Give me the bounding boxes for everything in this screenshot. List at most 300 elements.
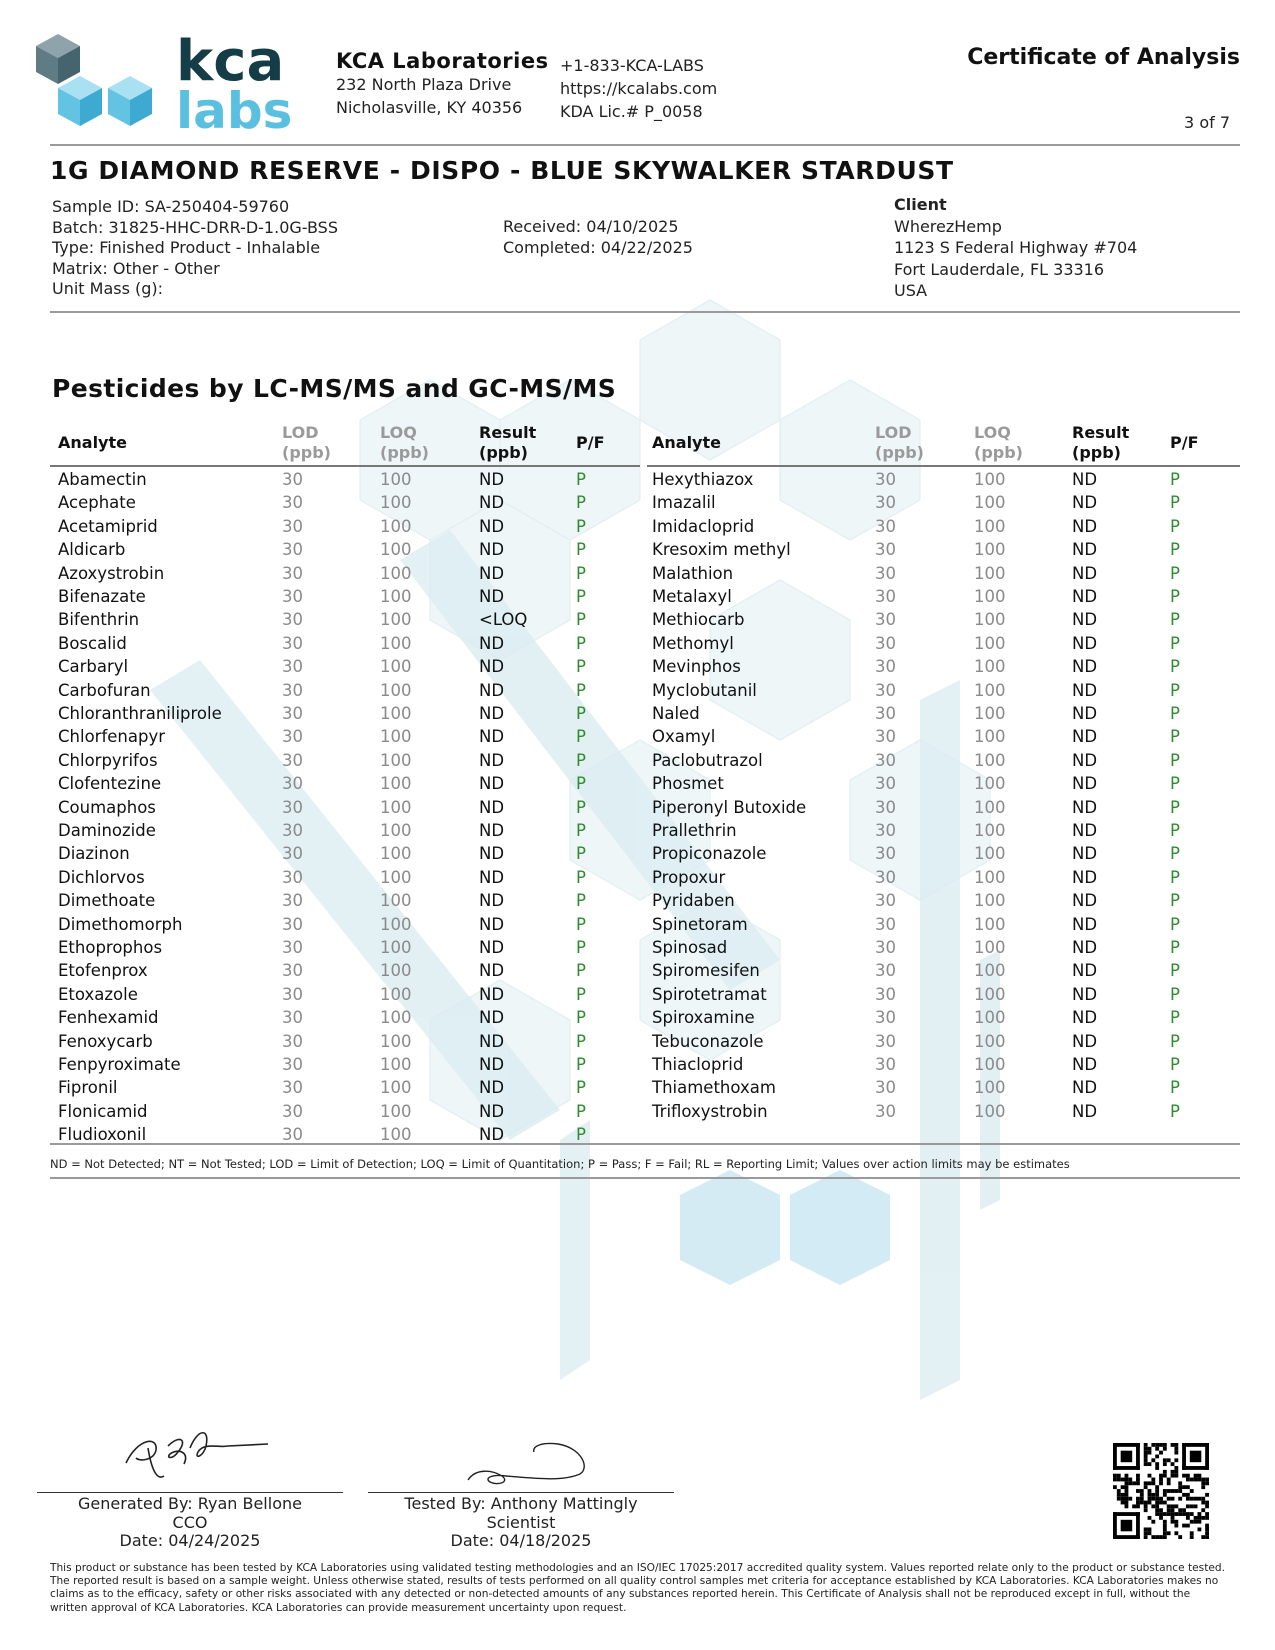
lod-cell: 30: [282, 750, 303, 770]
result-cell: ND: [1072, 1078, 1098, 1098]
result-cell: ND: [1072, 470, 1098, 489]
result-cell: ND: [479, 984, 505, 1004]
analyte-cell: Dimethoate: [58, 891, 156, 911]
lod-cell: 30: [282, 657, 303, 677]
header-pf: P/F: [1170, 433, 1199, 452]
result-cell: ND: [479, 563, 505, 583]
pass-fail-cell: P: [1170, 1101, 1180, 1121]
result-cell: ND: [1072, 867, 1098, 887]
result-cell: ND: [1072, 938, 1098, 957]
pass-fail-cell: P: [1170, 797, 1180, 817]
header-loq: [974, 423, 1023, 463]
result-cell: ND: [1072, 750, 1098, 770]
lod-cell: 30: [875, 1031, 896, 1051]
loq-cell: 100: [974, 938, 1006, 957]
lod-cell: 30: [282, 563, 303, 583]
lod-cell: 30: [282, 587, 303, 606]
loq-cell: 100: [380, 1125, 412, 1145]
pass-fail-cell: P: [576, 961, 586, 981]
result-cell: ND: [479, 680, 505, 700]
pass-fail-cell: P: [576, 1125, 586, 1145]
pass-fail-cell: P: [1170, 470, 1180, 489]
lod-cell: 30: [875, 1008, 896, 1028]
pass-fail-cell: P: [576, 821, 586, 840]
result-cell: <LOQ: [479, 610, 528, 630]
result-cell: ND: [479, 891, 505, 911]
loq-cell: 100: [974, 984, 1006, 1004]
table-row: [0, 1030, 1275, 1053]
loq-cell: 100: [974, 610, 1006, 630]
table-row: [0, 983, 1275, 1006]
table-row: [0, 468, 1275, 491]
lod-cell: 30: [282, 516, 303, 536]
header-result: [1072, 423, 1129, 463]
pass-fail-cell: P: [1170, 774, 1180, 794]
lab-contact-block: [560, 54, 717, 123]
result-cell: ND: [479, 516, 505, 536]
loq-cell: 100: [974, 821, 1006, 840]
lod-cell: 30: [875, 727, 896, 747]
result-cell: ND: [479, 774, 505, 794]
analyte-cell: Fludioxonil: [58, 1125, 147, 1145]
loq-cell: 100: [974, 914, 1006, 934]
table-row: [0, 491, 1275, 514]
table-row: [0, 889, 1275, 912]
lod-cell: 30: [282, 914, 303, 934]
pass-fail-cell: P: [1170, 704, 1180, 723]
result-cell: ND: [479, 704, 505, 723]
signature-line-generated: [37, 1492, 343, 1493]
tested-by-role: Scientist: [486, 1512, 556, 1532]
result-cell: ND: [479, 844, 505, 864]
lod-cell: 30: [282, 1008, 303, 1028]
lod-cell: 30: [282, 470, 303, 489]
loq-cell: 100: [380, 1031, 412, 1051]
pass-fail-cell: P: [1170, 1078, 1180, 1098]
analyte-cell: Propoxur: [652, 867, 726, 887]
analyte-cell: Chloranthraniliprole: [58, 704, 222, 723]
table-bottom-rule: [50, 1143, 1240, 1145]
lod-cell: 30: [875, 867, 896, 887]
loq-cell: 100: [380, 470, 412, 489]
analyte-cell: Fenoxycarb: [58, 1031, 153, 1051]
table-row: [0, 515, 1275, 538]
table-row: [0, 655, 1275, 678]
lod-cell: 30: [875, 563, 896, 583]
analyte-cell: Dimethomorph: [58, 914, 183, 934]
lod-cell: 30: [875, 844, 896, 864]
unit-mass: Unit Mass (g):: [52, 279, 164, 298]
header-analyte: Analyte: [58, 433, 127, 452]
analyte-cell: Fenpyroximate: [58, 1055, 181, 1074]
analyte-cell: Boscalid: [58, 633, 127, 653]
loq-cell: 100: [380, 493, 412, 513]
table-row: [0, 936, 1275, 959]
pass-fail-cell: P: [576, 610, 586, 630]
result-cell: ND: [479, 1101, 505, 1121]
document-title: Certificate of Analysis: [967, 45, 1240, 70]
analyte-cell: Spirotetramat: [652, 984, 767, 1004]
lod-cell: 30: [282, 680, 303, 700]
lod-cell: 30: [282, 1078, 303, 1098]
analyte-cell: Clofentezine: [58, 774, 162, 794]
generated-by-role: CCO: [172, 1512, 208, 1532]
result-cell: ND: [1072, 610, 1098, 630]
result-cell: ND: [1072, 704, 1098, 723]
pass-fail-cell: P: [576, 914, 586, 934]
loq-cell: 100: [380, 633, 412, 653]
result-cell: ND: [1072, 516, 1098, 536]
lod-cell: 30: [282, 493, 303, 513]
result-cell: ND: [1072, 821, 1098, 840]
lod-cell: 30: [282, 891, 303, 911]
analyte-cell: Dichlorvos: [58, 867, 145, 887]
client-address-line1: 1123 S Federal Highway #704: [894, 238, 1138, 257]
loq-cell: 100: [380, 727, 412, 747]
loq-cell: 100: [974, 1078, 1006, 1098]
pass-fail-cell: P: [576, 470, 586, 489]
lod-cell: 30: [282, 727, 303, 747]
header-pf: P/F: [576, 433, 605, 452]
pass-fail-cell: P: [576, 704, 586, 723]
lod-cell: 30: [282, 867, 303, 887]
loq-cell: 100: [974, 750, 1006, 770]
cube-icon: [36, 34, 80, 84]
lab-address-line2: Nicholasville, KY 40356: [336, 98, 523, 117]
lod-cell: 30: [282, 1055, 303, 1074]
header-lod: [282, 423, 331, 463]
lab-name: KCA Laboratories: [336, 49, 549, 73]
pass-fail-cell: P: [576, 516, 586, 536]
tested-by-name: Tested By: Anthony Mattingly: [404, 1494, 638, 1513]
client-name: WherezHemp: [894, 216, 1002, 236]
loq-cell: 100: [974, 891, 1006, 911]
pass-fail-cell: P: [1170, 1055, 1180, 1074]
pass-fail-cell: P: [576, 587, 586, 606]
header-loq: [380, 423, 429, 463]
result-cell: ND: [479, 938, 505, 957]
analyte-cell: Bifenazate: [58, 587, 146, 606]
result-cell: ND: [1072, 797, 1098, 817]
loq-cell: 100: [380, 774, 412, 794]
table-row: [0, 679, 1275, 702]
result-cell: ND: [479, 657, 505, 677]
header-lod-label: LOD: [282, 423, 319, 442]
cube-icon: [108, 76, 152, 126]
lod-cell: 30: [282, 938, 303, 957]
result-cell: ND: [479, 493, 505, 513]
pass-fail-cell: P: [576, 1031, 586, 1051]
loq-cell: 100: [974, 1055, 1006, 1074]
loq-cell: 100: [974, 657, 1006, 677]
analyte-cell: Tebuconazole: [652, 1031, 764, 1051]
result-cell: ND: [1072, 493, 1098, 513]
table-row: [0, 1053, 1275, 1076]
lab-license: KDA Lic.# P_0058: [560, 102, 703, 121]
cube-icon: [58, 76, 102, 126]
signature-anthony-mattingly: [462, 1438, 592, 1494]
loq-cell: 100: [974, 470, 1006, 489]
loq-cell: 100: [380, 1055, 412, 1074]
pass-fail-cell: P: [1170, 680, 1180, 700]
lod-cell: 30: [282, 704, 303, 723]
table-row: [0, 585, 1275, 608]
received-date: Received: 04/10/2025: [503, 217, 679, 236]
lod-cell: 30: [875, 797, 896, 817]
table-row: [0, 959, 1275, 982]
analyte-cell: Fenhexamid: [58, 1008, 159, 1028]
table-row: [0, 842, 1275, 865]
analyte-cell: Spiromesifen: [652, 961, 760, 981]
loq-cell: 100: [380, 821, 412, 840]
pass-fail-cell: P: [1170, 657, 1180, 677]
table-row: [0, 1006, 1275, 1029]
lod-cell: 30: [282, 633, 303, 653]
lod-cell: 30: [875, 984, 896, 1004]
result-cell: ND: [479, 914, 505, 934]
result-cell: ND: [479, 867, 505, 887]
table-row: [0, 632, 1275, 655]
lod-cell: 30: [875, 891, 896, 911]
loq-cell: 100: [974, 1101, 1006, 1121]
lod-cell: 30: [875, 774, 896, 794]
lod-cell: 30: [282, 540, 303, 560]
result-cell: ND: [1072, 774, 1098, 794]
result-cell: ND: [1072, 657, 1098, 677]
analyte-cell: Etofenprox: [58, 961, 148, 981]
analyte-cell: Acetamiprid: [58, 516, 158, 536]
pass-fail-cell: P: [576, 867, 586, 887]
pass-fail-cell: P: [1170, 914, 1180, 934]
product-matrix: Matrix: Other - Other: [52, 258, 220, 278]
result-cell: ND: [479, 587, 505, 606]
lod-cell: 30: [282, 984, 303, 1004]
loq-cell: 100: [380, 516, 412, 536]
pass-fail-cell: P: [1170, 1008, 1180, 1028]
pass-fail-cell: P: [1170, 633, 1180, 653]
loq-cell: 100: [380, 587, 412, 606]
result-cell: ND: [479, 797, 505, 817]
analyte-cell: Flonicamid: [58, 1101, 148, 1121]
analyte-cell: Kresoxim methyl: [652, 540, 791, 560]
product-title: 1G DIAMOND RESERVE - DISPO - BLUE SKYWALKER STARDUST: [50, 156, 954, 185]
analyte-cell: Myclobutanil: [652, 680, 757, 700]
result-cell: ND: [479, 727, 505, 747]
info-divider: [50, 311, 1240, 313]
pass-fail-cell: P: [576, 774, 586, 794]
analyte-cell: Spinosad: [652, 938, 728, 957]
pass-fail-cell: P: [576, 750, 586, 770]
lod-cell: 30: [875, 1055, 896, 1074]
analyte-cell: Chlorpyrifos: [58, 750, 158, 770]
pass-fail-cell: P: [576, 1008, 586, 1028]
header-loq-unit: (ppb): [974, 443, 1023, 462]
table-row: [0, 725, 1275, 748]
lod-cell: 30: [875, 610, 896, 630]
lod-cell: 30: [875, 680, 896, 700]
lod-cell: 30: [875, 470, 896, 489]
lod-cell: 30: [875, 516, 896, 536]
pass-fail-cell: P: [576, 657, 586, 677]
result-cell: ND: [479, 750, 505, 770]
table-row: [0, 913, 1275, 936]
loq-cell: 100: [974, 540, 1006, 560]
pass-fail-cell: P: [576, 984, 586, 1004]
generated-by-block: [37, 1495, 343, 1551]
result-cell: ND: [1072, 633, 1098, 653]
client-country: USA: [894, 281, 928, 300]
loq-cell: 100: [974, 727, 1006, 747]
loq-cell: 100: [380, 1008, 412, 1028]
table-row: [0, 772, 1275, 795]
header-result-unit: (ppb): [1072, 443, 1121, 462]
result-cell: ND: [479, 1078, 505, 1098]
pass-fail-cell: P: [576, 938, 586, 957]
analyte-cell: Propiconazole: [652, 844, 767, 864]
pass-fail-cell: P: [1170, 563, 1180, 583]
lod-cell: 30: [282, 797, 303, 817]
lod-cell: 30: [875, 938, 896, 957]
analyte-cell: Diazinon: [58, 844, 130, 864]
analyte-cell: Thiacloprid: [652, 1055, 744, 1074]
lab-address-line1: 232 North Plaza Drive: [336, 75, 512, 94]
logo-text-labs: labs: [176, 82, 293, 138]
analyte-cell: Etoxazole: [58, 984, 138, 1004]
analyte-cell: Methiocarb: [652, 610, 745, 630]
lod-cell: 30: [875, 1101, 896, 1121]
lod-cell: 30: [875, 1078, 896, 1098]
analyte-cell: Coumaphos: [58, 797, 156, 817]
analyte-cell: Metalaxyl: [652, 587, 732, 606]
table-row: [0, 538, 1275, 561]
header-lod-label: LOD: [875, 423, 912, 442]
loq-cell: 100: [974, 1031, 1006, 1051]
result-cell: ND: [1072, 984, 1098, 1004]
table-row: [0, 796, 1275, 819]
pass-fail-cell: P: [1170, 610, 1180, 630]
signature-line-tested: [368, 1492, 674, 1493]
analyte-cell: Thiamethoxam: [652, 1078, 776, 1098]
analyte-cell: Phosmet: [652, 774, 724, 794]
pass-fail-cell: P: [576, 680, 586, 700]
legal-disclaimer: This product or substance has been tested by KCA Laboratories using validated testing methodologies and an ISO/IEC 17025:2017 accredited quality system. Values reported relate only to the product or substance tested. The reported result is based on a sample weight. Unless otherwise stated, results of tests performed on all quality control samples met criteria for acceptance established by KCA Laboratories. KCA Laboratories makes no claims as to the efficacy, safety or other risks associated with any detected or non-detected amounts of any substances reported herein. This Certificate of Analysis shall not be reproduced except in full, without the written approval of KCA Laboratories. KCA Laboratories can provide measurement uncertainty upon request.: [50, 1562, 1225, 1614]
lod-cell: 30: [875, 633, 896, 653]
result-cell: ND: [479, 540, 505, 560]
analyte-cell: Mevinphos: [652, 657, 741, 677]
result-cell: ND: [1072, 1055, 1098, 1074]
loq-cell: 100: [380, 1078, 412, 1098]
pass-fail-cell: P: [576, 891, 586, 911]
logo-text-kca: kca: [176, 29, 285, 94]
pass-fail-cell: P: [576, 633, 586, 653]
analyte-cell: Chlorfenapyr: [58, 727, 165, 747]
pass-fail-cell: P: [576, 563, 586, 583]
table-row: [0, 1100, 1275, 1123]
result-cell: ND: [1072, 844, 1098, 864]
lod-cell: 30: [875, 540, 896, 560]
batch-id: Batch: 31825-HHC-DRR-D-1.0G-BSS: [52, 217, 338, 237]
header-lod-unit: (ppb): [875, 443, 924, 462]
header-result-unit: (ppb): [479, 443, 528, 462]
analyte-cell: Trifloxystrobin: [652, 1101, 768, 1121]
analyte-cell: Pyridaben: [652, 891, 735, 911]
result-cell: ND: [1072, 1101, 1098, 1121]
result-cell: ND: [479, 961, 505, 981]
analyte-cell: Fipronil: [58, 1078, 118, 1098]
lod-cell: 30: [282, 774, 303, 794]
loq-cell: 100: [380, 610, 412, 630]
analyte-cell: Malathion: [652, 563, 734, 583]
pass-fail-cell: P: [1170, 540, 1180, 560]
pass-fail-cell: P: [1170, 493, 1180, 513]
loq-cell: 100: [380, 797, 412, 817]
loq-cell: 100: [380, 1101, 412, 1121]
lod-cell: 30: [282, 844, 303, 864]
kca-labs-logo: [30, 28, 320, 138]
lab-website-link[interactable]: https://kcalabs.com: [560, 79, 718, 98]
analyte-cell: Bifenthrin: [58, 610, 140, 630]
pass-fail-cell: P: [1170, 867, 1180, 887]
pass-fail-cell: P: [576, 1055, 586, 1074]
loq-cell: 100: [974, 493, 1006, 513]
table-row: [0, 866, 1275, 889]
result-cell: ND: [479, 1031, 505, 1051]
lod-cell: 30: [282, 961, 303, 981]
analyte-cell: Acephate: [58, 493, 136, 513]
table-header-rule-right: [647, 465, 1240, 467]
analyte-cell: Spiroxamine: [652, 1008, 755, 1028]
header-result-label: Result: [479, 423, 537, 442]
loq-cell: 100: [380, 961, 412, 981]
loq-cell: 100: [380, 563, 412, 583]
client-heading: Client: [894, 195, 947, 214]
header-loq-label: LOQ: [380, 423, 417, 442]
result-cell: ND: [1072, 680, 1098, 700]
lod-cell: 30: [282, 610, 303, 630]
table-header-rule-left: [50, 465, 640, 467]
result-cell: ND: [1072, 961, 1098, 981]
loq-cell: 100: [380, 750, 412, 770]
header-lod-unit: (ppb): [282, 443, 331, 462]
lod-cell: 30: [875, 914, 896, 934]
qr-code-icon[interactable]: [1113, 1443, 1209, 1539]
pass-fail-cell: P: [576, 844, 586, 864]
analyte-cell: Paclobutrazol: [652, 750, 763, 770]
result-cell: ND: [1072, 1008, 1098, 1028]
loq-cell: 100: [974, 844, 1006, 864]
loq-cell: 100: [974, 516, 1006, 536]
header-analyte: Analyte: [652, 433, 721, 452]
analyte-cell: Oxamyl: [652, 727, 716, 747]
result-cell: ND: [479, 470, 505, 489]
pass-fail-cell: P: [576, 797, 586, 817]
lod-cell: 30: [875, 750, 896, 770]
table-row: [0, 819, 1275, 842]
analyte-cell: Carbaryl: [58, 657, 129, 677]
result-cell: ND: [479, 1055, 505, 1074]
table-row: [0, 702, 1275, 725]
loq-cell: 100: [974, 563, 1006, 583]
lod-cell: 30: [875, 493, 896, 513]
lod-cell: 30: [282, 1031, 303, 1051]
pass-fail-cell: P: [1170, 938, 1180, 957]
lod-cell: 30: [875, 704, 896, 723]
table-row: [0, 562, 1275, 585]
result-cell: ND: [1072, 1031, 1098, 1051]
loq-cell: 100: [380, 984, 412, 1004]
table-footnote: ND = Not Detected; NT = Not Tested; LOD = Limit of Detection; LOQ = Limit of Quantitation; P = Pass; F = Fail; RL = Reporting Limit; Values over action limits may be estimates: [50, 1157, 1070, 1171]
footnote-rule: [50, 1177, 1240, 1179]
